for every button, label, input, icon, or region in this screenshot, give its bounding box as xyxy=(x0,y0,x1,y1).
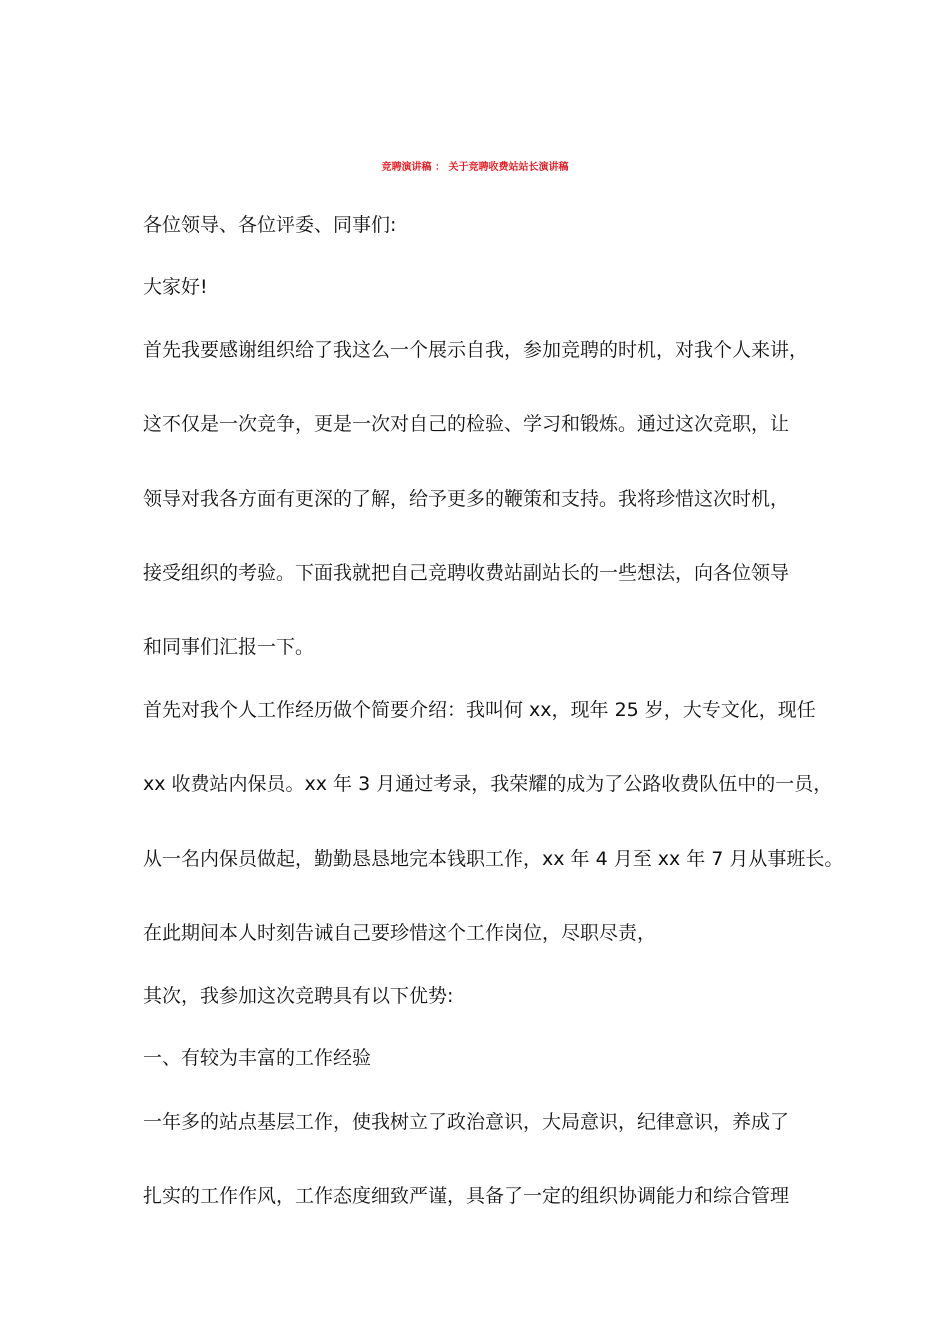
paragraph-line: 一、有较为丰富的工作经验 xyxy=(143,1047,372,1069)
paragraph-line: 各位领导、各位评委、同事们: xyxy=(143,214,397,236)
document-title: 竞聘演讲稿 ： 关于竞聘收费站站长演讲稿 xyxy=(381,162,569,173)
paragraph-line: 从一名内保员做起，勤勤恳恳地完本钱职工作，xx 年 4 月至 xx 年 7 月从事班长。 xyxy=(143,848,844,870)
paragraph-line: 其次，我参加这次竞聘具有以下优势: xyxy=(143,985,454,1007)
paragraph-line: 这不仅是一次竞争，更是一次对自己的检验、学习和锻炼。通过这次竞职，让 xyxy=(143,413,790,435)
paragraph-line: 和同事们汇报一下。 xyxy=(143,636,315,658)
paragraph-line: xx 收费站内保员。xx 年 3 月通过考录，我荣耀的成为了公路收费队伍中的一员， xyxy=(143,773,833,795)
paragraph-line: 一年多的站点基层工作，使我树立了政治意识，大局意识，纪律意识，养成了 xyxy=(143,1111,790,1133)
paragraph-line: 接受组织的考验。下面我就把自己竞聘收费站副站长的一些想法，向各位领导 xyxy=(143,562,790,584)
paragraph-line: 扎实的工作作风，工作态度细致严谨，具备了一定的组织协调能力和综合管理 xyxy=(143,1185,790,1207)
paragraph-line: 首先对我个人工作经历做个简要介绍：我叫何 xx，现年 25 岁，大专文化，现任 xyxy=(143,699,816,721)
paragraph-line: 大家好! xyxy=(143,276,208,298)
paragraph-line: 首先我要感谢组织给了我这么一个展示自我，参加竞聘的时机，对我个人来讲， xyxy=(143,339,809,361)
paragraph-line: 在此期间本人时刻告诫自己要珍惜这个工作岗位，尽职尽责， xyxy=(143,922,657,944)
paragraph-line: 领导对我各方面有更深的了解，给予更多的鞭策和支持。我将珍惜这次时机， xyxy=(143,488,790,510)
